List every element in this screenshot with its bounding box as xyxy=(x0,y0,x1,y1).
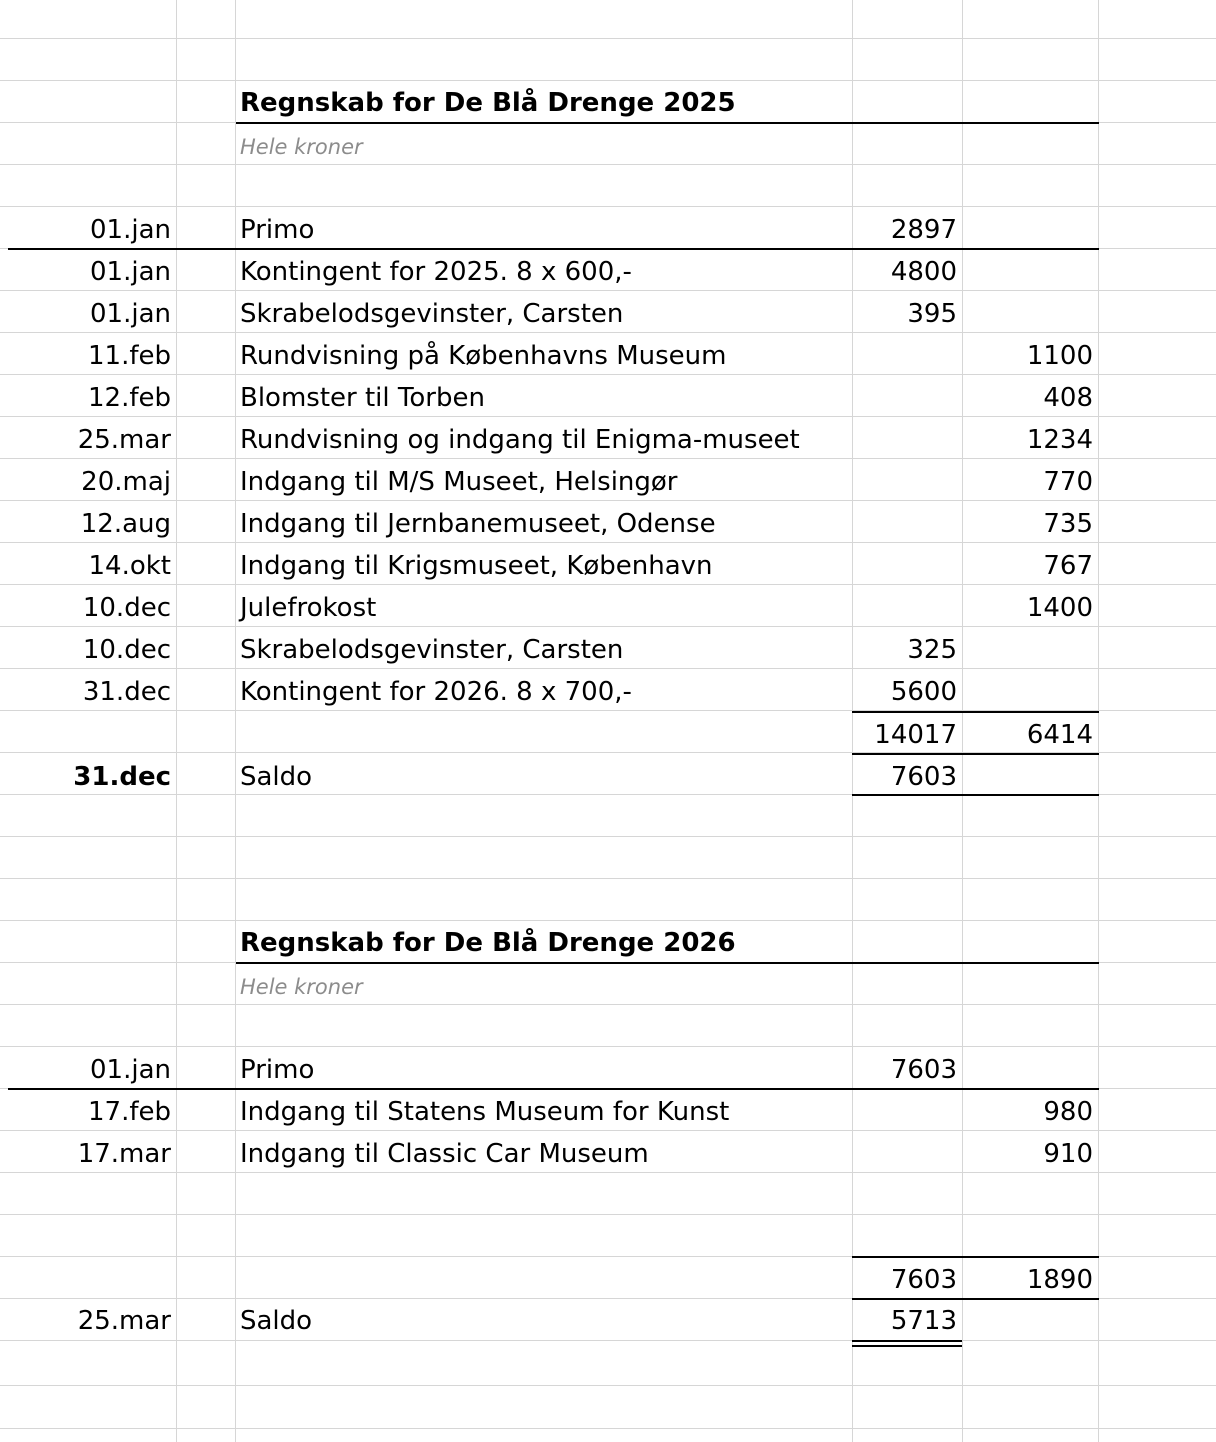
ledger-2025-total-income[interactable]: 14017 xyxy=(874,720,957,750)
ledger-2025-row-expense[interactable]: 735 xyxy=(1043,509,1093,539)
ledger-2026-row-date[interactable]: 01.jan xyxy=(90,1055,171,1085)
ledger-2025-row-description[interactable]: Kontingent for 2026. 8 x 700,- xyxy=(240,677,632,707)
ledger-2025-row-date[interactable]: 01.jan xyxy=(90,215,171,245)
ledger-2026-row-description[interactable]: Primo xyxy=(240,1055,315,1085)
gridline-horizontal xyxy=(0,1046,1216,1047)
ledger-2026-row-expense[interactable]: 980 xyxy=(1043,1097,1093,1127)
ledger-2025-row-date[interactable]: 01.jan xyxy=(90,299,171,329)
ledger-2026-title-underline xyxy=(236,962,1099,964)
ledger-2025-row-date[interactable]: 20.maj xyxy=(81,467,171,497)
ledger-2025-total-expense[interactable]: 6414 xyxy=(1026,720,1093,750)
ledger-2026-title[interactable]: Regnskab for De Blå Drenge 2026 xyxy=(240,928,736,958)
ledger-2025-row-date[interactable]: 14.okt xyxy=(88,551,171,581)
ledger-2025-row-date[interactable]: 12.feb xyxy=(87,383,171,413)
ledger-2025-row-expense[interactable]: 1234 xyxy=(1026,425,1093,455)
ledger-2026-row-date[interactable]: 17.feb xyxy=(87,1097,171,1127)
ledger-2025-subtitle[interactable]: Hele kroner xyxy=(240,135,363,159)
ledger-2025-row-date[interactable]: 10.dec xyxy=(82,635,171,665)
ledger-2025-row-description[interactable]: Rundvisning på Københavns Museum xyxy=(240,341,727,371)
ledger-2025-row-income[interactable] xyxy=(852,461,962,503)
ledger-2025-row-description[interactable]: Rundvisning og indgang til Enigma-museet xyxy=(240,425,800,455)
ledger-2025-row-income[interactable]: 2897 xyxy=(890,215,957,245)
ledger-2026-primo-rule xyxy=(8,1088,1099,1090)
ledger-2025-row-income[interactable]: 4800 xyxy=(890,257,957,287)
ledger-2025-title[interactable]: Regnskab for De Blå Drenge 2025 xyxy=(240,88,736,118)
ledger-2025-row-description[interactable]: Indgang til Krigsmuseet, København xyxy=(240,551,713,581)
ledger-2025-title-underline xyxy=(236,122,1099,124)
ledger-2025-row-date[interactable]: 25.mar xyxy=(77,425,171,455)
ledger-2026-row-description[interactable]: Indgang til Classic Car Museum xyxy=(240,1139,649,1169)
ledger-2025-row-date[interactable]: 11.feb xyxy=(87,341,171,371)
gridline-horizontal xyxy=(0,878,1216,879)
ledger-2025-row-expense[interactable] xyxy=(962,629,1098,671)
ledger-2025-row-income[interactable]: 395 xyxy=(907,299,957,329)
ledger-2025-row-expense[interactable] xyxy=(962,209,1098,251)
ledger-2025-row-expense[interactable] xyxy=(962,293,1098,335)
gridline-horizontal xyxy=(0,38,1216,39)
ledger-2026-subtitle[interactable]: Hele kroner xyxy=(240,975,363,999)
ledger-2026-row-expense[interactable]: 910 xyxy=(1043,1139,1093,1169)
gridline-vertical xyxy=(1098,0,1099,1442)
ledger-2026-saldo-double-rule xyxy=(852,1340,962,1347)
ledger-2026-row-income[interactable] xyxy=(852,1091,962,1133)
ledger-2025-saldo-label[interactable]: Saldo xyxy=(240,762,313,792)
ledger-2025-row-expense[interactable]: 770 xyxy=(1043,467,1093,497)
gridline-horizontal xyxy=(0,80,1216,81)
ledger-2025-row-description[interactable]: Kontingent for 2025. 8 x 600,- xyxy=(240,257,632,287)
ledger-2025-row-income[interactable]: 325 xyxy=(907,635,957,665)
ledger-2025-row-expense[interactable] xyxy=(962,251,1098,293)
ledger-2025-row-description[interactable]: Indgang til M/S Museet, Helsingør xyxy=(240,467,678,497)
gridline-horizontal xyxy=(0,836,1216,837)
ledger-2026-row-income[interactable] xyxy=(852,1133,962,1175)
gridline-horizontal xyxy=(0,206,1216,207)
ledger-2025-row-income[interactable] xyxy=(852,335,962,377)
gridline-horizontal xyxy=(0,920,1216,921)
ledger-2025-totals-rule xyxy=(852,711,1099,713)
ledger-2025-saldo-value[interactable]: 7603 xyxy=(890,762,957,792)
ledger-2025-row-income[interactable] xyxy=(852,377,962,419)
ledger-2025-saldo-rule xyxy=(852,753,1099,755)
ledger-2025-row-description[interactable]: Primo xyxy=(240,215,315,245)
ledger-2025-saldo-date[interactable]: 31.dec xyxy=(73,762,171,792)
ledger-2025-row-description[interactable]: Skrabelodsgevinster, Carsten xyxy=(240,635,624,665)
ledger-2025-row-expense[interactable]: 1100 xyxy=(1026,341,1093,371)
ledger-2025-row-income[interactable] xyxy=(852,503,962,545)
ledger-2025-row-income[interactable] xyxy=(852,419,962,461)
ledger-2026-row-date[interactable]: 17.mar xyxy=(77,1139,171,1169)
ledger-2026-totals-rule xyxy=(852,1256,1099,1258)
ledger-2026-saldo-value[interactable]: 5713 xyxy=(890,1306,957,1336)
ledger-2026-saldo-date[interactable]: 25.mar xyxy=(77,1306,171,1336)
ledger-2025-row-description[interactable]: Blomster til Torben xyxy=(240,383,485,413)
ledger-2025-row-description[interactable]: Indgang til Jernbanemuseet, Odense xyxy=(240,509,716,539)
ledger-2026-row-expense[interactable] xyxy=(962,1049,1098,1091)
ledger-2026-saldo-label[interactable]: Saldo xyxy=(240,1306,313,1336)
ledger-2025-saldo-bottom-rule xyxy=(852,794,1099,796)
gridline-horizontal xyxy=(0,1214,1216,1215)
ledger-2025-row-date[interactable]: 10.dec xyxy=(82,593,171,623)
ledger-2025-row-expense[interactable]: 767 xyxy=(1043,551,1093,581)
ledger-2026-row-description[interactable]: Indgang til Statens Museum for Kunst xyxy=(240,1097,730,1127)
gridline-horizontal xyxy=(0,1428,1216,1429)
ledger-2025-row-expense[interactable] xyxy=(962,671,1098,713)
ledger-2025-row-date[interactable]: 01.jan xyxy=(90,257,171,287)
ledger-2025-row-expense[interactable]: 1400 xyxy=(1026,593,1093,623)
gridline-horizontal xyxy=(0,1385,1216,1386)
gridline-vertical xyxy=(176,0,177,1442)
ledger-2025-primo-rule xyxy=(8,248,1099,250)
ledger-2025-row-income[interactable]: 5600 xyxy=(890,677,957,707)
ledger-2025-row-date[interactable]: 31.dec xyxy=(82,677,171,707)
ledger-2025-row-date[interactable]: 12.aug xyxy=(80,509,171,539)
ledger-2026-total-income[interactable]: 7603 xyxy=(890,1265,957,1295)
ledger-2026-row-income[interactable]: 7603 xyxy=(890,1055,957,1085)
ledger-2025-row-description[interactable]: Skrabelodsgevinster, Carsten xyxy=(240,299,624,329)
ledger-2025-row-income[interactable] xyxy=(852,545,962,587)
ledger-2025-row-description[interactable]: Julefrokost xyxy=(240,593,377,623)
ledger-2025-row-expense[interactable]: 408 xyxy=(1043,383,1093,413)
ledger-2026-total-expense[interactable]: 1890 xyxy=(1026,1265,1093,1295)
ledger-2025-row-income[interactable] xyxy=(852,587,962,629)
